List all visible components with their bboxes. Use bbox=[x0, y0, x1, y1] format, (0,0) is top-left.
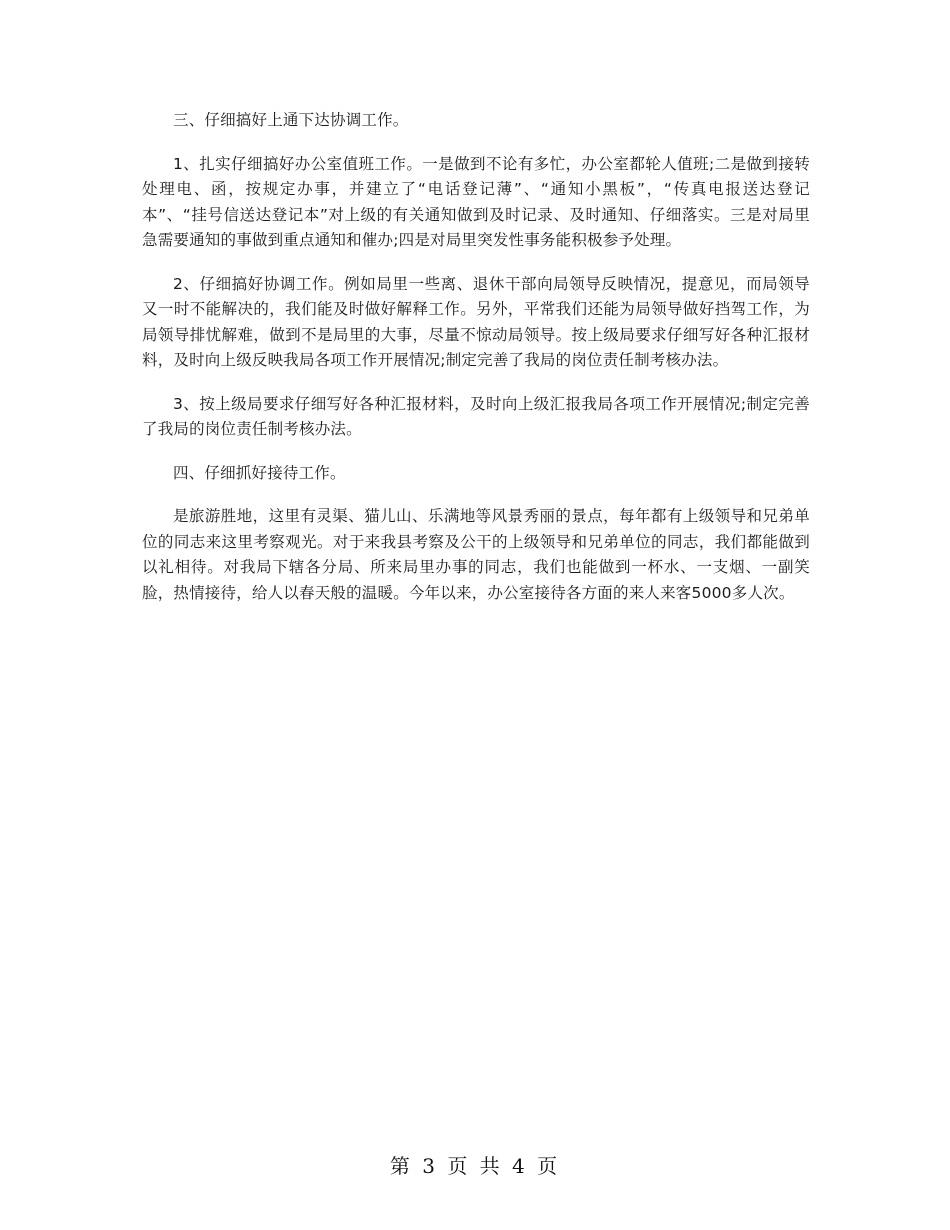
section-4-body: 是旅游胜地，这里有灵渠、猫儿山、乐满地等风景秀丽的景点，每年都有上级领导和兄弟单位的同志来这里考察观光。对于来我县考察及公干的上级领导和兄弟单位的同志，我们都能做到以礼相待。对我局下辖各分局、所来局里办事的同志，我们也能做到一杯水、一支烟、一副笑脸，热情接待，给人以春天般的温暖。今年以来，办公室接待各方面的来人来客5000多人次。 bbox=[142, 507, 810, 602]
section-3-item-2: 2、仔细搞好协调工作。例如局里一些离、退休干部向局领导反映情况，提意见，而局领导又一时不能解决的，我们能及时做好解释工作。另外，平常我们还能为局领导做好挡驾工作，为局领导排忧解难，做到不是局里的大事，尽量不惊动局领导。按上级局要求仔细写好各种汇报材料，及时向上级反映我局各项工作开展情况;制定完善了我局的岗位责任制考核办法。 bbox=[142, 274, 810, 369]
section-3-item-1: 1、扎实仔细搞好办公室值班工作。一是做到不论有多忙，办公室都轮人值班;二是做到接转处理电、函，按规定办事，并建立了“电话登记薄”、“通知小黑板”，“传真电报送达登记本”、“挂号信送达登记本”对上级的有关通知做到及时记录、及时通知、仔细落实。三是对局里急需要通知的事做到重点通知和催办;四是对局里突发性事务能积极参予处理。 bbox=[142, 154, 810, 249]
section-3-heading: 三、仔细搞好上通下达协调工作。 bbox=[173, 111, 409, 129]
page-number-footer: 第 3 页 共 4 页 bbox=[389, 1154, 561, 1178]
section-3-item-3: 3、按上级局要求仔细写好各种汇报材料，及时向上级汇报我局各项工作开展情况;制定完善了我局的岗位责任制考核办法。 bbox=[142, 394, 810, 438]
section-4-heading: 四、仔细抓好接待工作。 bbox=[173, 463, 346, 482]
document-body bbox=[142, 108, 810, 624]
